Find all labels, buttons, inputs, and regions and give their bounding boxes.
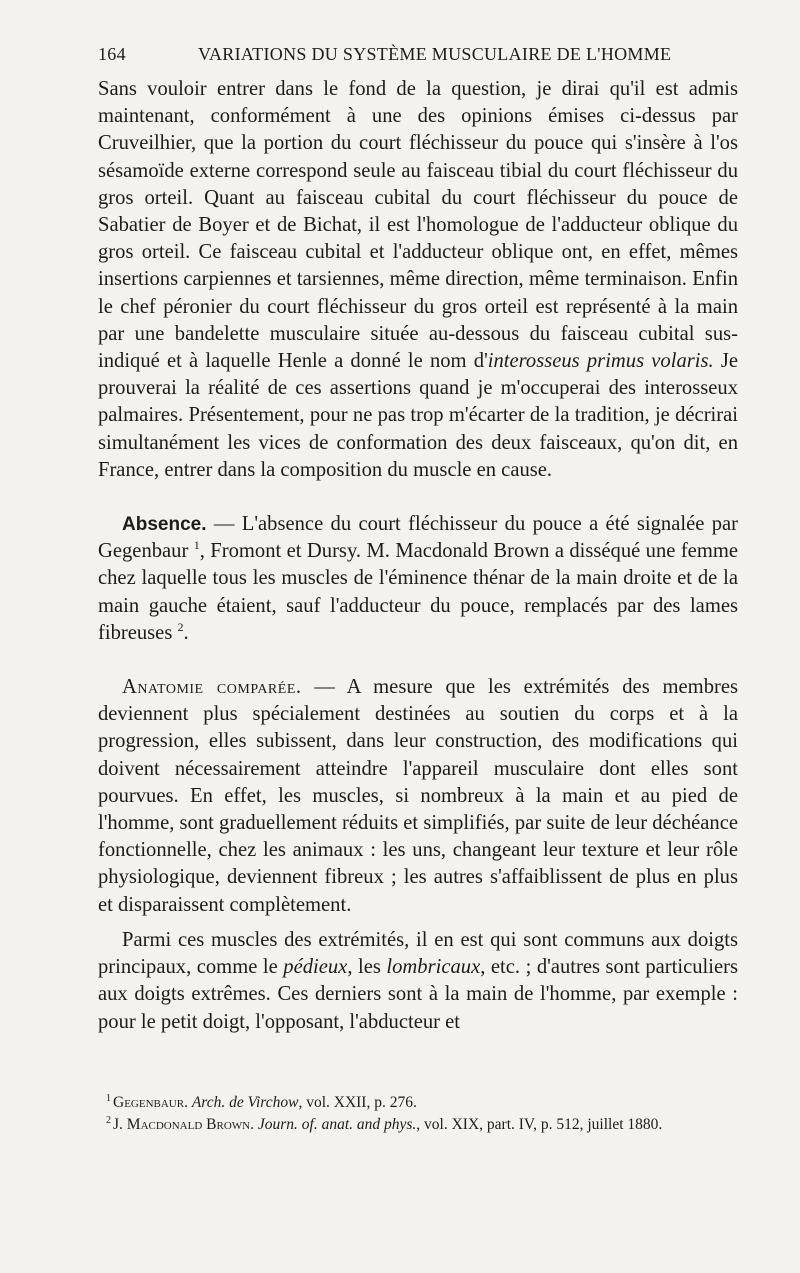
absence-text-b: , Fromont et Dursy. M. Macdonald Brown a disséqué une femme chez laquelle tous les muscles de l'éminence thénar de la main droite et de la main gauche étaient, sauf l'adducteur du pouce, remplacés par des lames fibreuses: [98, 540, 738, 644]
running-title: VARIATIONS DU SYSTÈME MUSCULAIRE DE L'HOMME: [198, 44, 672, 64]
footnote-2-author: J. Macdonald Brown.: [113, 1116, 254, 1133]
footnote-2-title: Journ. of. anat. and phys.: [257, 1116, 417, 1133]
page-number: 164: [98, 44, 126, 64]
footnote-2-rest: , vol. XIX, part. IV, p. 512, juillet 1880.: [416, 1116, 663, 1133]
footnote-1-author: Gegenbaur.: [113, 1094, 188, 1111]
section-heading-absence: Absence.: [122, 514, 207, 536]
paragraph-extremites: [98, 927, 738, 1036]
section-heading-anatomie: Anatomie comparée.: [122, 676, 302, 699]
paragraph-intro-text: Sans vouloir entrer dans le fond de la question, je dirai qu'il est admis maintenant, conformément à une des opinions émises ci-dessus par Cruveilhier, que la portion du court fléchisseur du pouce qui s'insère à l'os sésamoïde externe correspond seule au faisceau tibial du court fléchisseur du gros orteil. Quant au faisceau cubital du court fléchisseur du pouce de Sabatier de Boyer et de Bichat, il est l'homologue de l'adducteur oblique du gros orteil. Ce faisceau cubital et l'adducteur oblique ont, en effet, mêmes insertions carpiennes et tarsiennes, même direction, même terminaison. Enfin le chef péronier du court fléchisseur du gros orteil est représenté à la main par une bandelette musculaire située au-dessous du faisceau cubital sus-indiqué et à laquelle Henle a donné le nom d': [98, 78, 738, 373]
footnote-2-mark: 2: [106, 1114, 111, 1126]
footnote-1-rest: , vol. XXII, p. 276.: [298, 1094, 417, 1111]
italic-lombricaux: lombricaux: [386, 956, 481, 979]
anatomie-text: — A mesure que les extrémités des membres deviennent plus spécialement destinées au soutien du corps et à la progression, elles subissent, dans leur construction, des modifications qui doivent nécessairement atteindre l'appareil musculaire dont elles sont pourvues. En effet, les muscles, si nombreux à la main et au pied de l'homme, sont graduellement réduits et simplifiés, par suite de leur déchéance fonctionnelle, chez les animaux : les uns, changeant leur texture et leur rôle physiologique, deviennent fibreux ; les autres s'affaiblissent de plus en plus et disparaissent complètement.: [98, 676, 739, 916]
footnote-1: [106, 1092, 746, 1114]
paragraph-absence: [98, 511, 738, 647]
body-text: [98, 76, 738, 1036]
italic-pedieux: pédieux: [283, 956, 348, 979]
footnote-2: [106, 1114, 746, 1136]
footnote-1-mark: 1: [106, 1092, 111, 1104]
paragraph-intro: [98, 76, 738, 484]
page-header: [98, 44, 738, 72]
italic-term: interosseus primus volaris.: [487, 350, 714, 373]
footnotes: [106, 1092, 746, 1136]
footnote-ref-2: 2: [177, 620, 184, 634]
extremites-text-c: , etc. ; d'autres sont particuliers aux doigts extrêmes. Ces derniers sont à la main de l'homme, par exemple : pour le petit doigt, l'opposant, l'abducteur et: [98, 956, 739, 1033]
footnote-1-title: Arch. de Virchow: [191, 1094, 299, 1111]
paragraph-intro-end: Je prouverai la réalité de ces assertions quand je m'occuperai des interosseux palmaires. Présentement, pour ne pas trop m'écarter de la tradition, je décrirai simultanément les vices de conformation des deux faisceaux, qu'on dit, en France, entrer dans la composition du muscle en cause.: [98, 350, 738, 481]
extremites-text-a: Parmi ces muscles des extrémités, il en est qui sont communs aux doigts principaux, comme le: [98, 928, 738, 979]
extremites-text-b: , les: [347, 956, 387, 979]
absence-text-a: — L'absence du court fléchisseur du pouce a été signalée par Gegenbaur: [98, 513, 738, 563]
footnote-ref-1: 1: [193, 538, 200, 553]
absence-text-c: .: [183, 621, 189, 644]
paragraph-anatomie: [98, 674, 738, 919]
